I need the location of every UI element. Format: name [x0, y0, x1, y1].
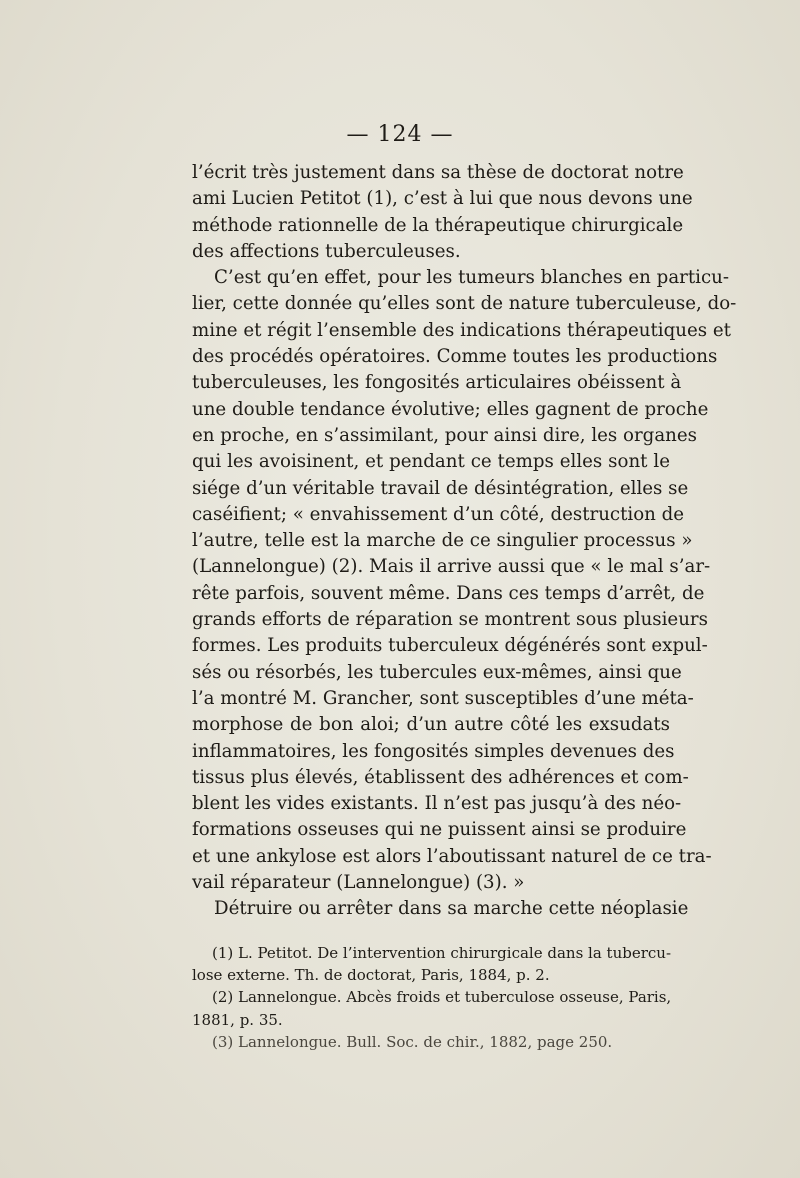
text-line: (Lannelongue) (2). Mais il arrive aussi que « le mal s’ar-	[192, 556, 711, 578]
text-line: rête parfois, souvent même. Dans ces temps d’arrêt, de	[192, 582, 705, 604]
text-line: formes. Les produits tuberculeux dégénérés sont expul-	[192, 635, 708, 657]
footnote-line: 1881, p. 35.	[192, 1010, 283, 1029]
text-line: des procédés opératoires. Comme toutes les productions	[192, 346, 718, 368]
footnote-line: (1) L. Petitot. De l’intervention chirurgicale dans la tubercu-	[212, 944, 672, 962]
text-line: siége d’un véritable travail de désintégration, elles se	[192, 477, 689, 499]
text-line: des affections tuberculeuses.	[192, 240, 461, 262]
text-line: vail réparateur (Lannelongue) (3). »	[192, 872, 525, 894]
footnote-line: lose externe. Th. de doctorat, Paris, 1884, p. 2.	[192, 966, 550, 985]
text-line: sés ou résorbés, les tubercules eux-mêmes, ainsi que	[192, 661, 682, 683]
text-line: qui les avoisinent, et pendant ce temps elles sont le	[192, 451, 670, 473]
text-line: ami Lucien Petitot (1), c’est à lui que nous devons une	[192, 188, 693, 210]
text-line: en proche, en s’assimilant, pour ainsi dire, les organes	[192, 424, 697, 446]
text-line: inflammatoires, les fongosités simples devenues des	[192, 740, 675, 762]
text-line: mine et régit l’ensemble des indications thérapeutiques et	[192, 319, 731, 341]
text-line: grands efforts de réparation se montrent sous plusieurs	[192, 609, 708, 631]
text-line: l’écrit très justement dans sa thèse de doctorat notre	[192, 162, 684, 183]
text-line: C’est qu’en effet, pour les tumeurs blanches en particu-	[214, 267, 730, 289]
text-line: caséifient; « envahissement d’un côté, destruction de	[192, 503, 685, 525]
text-line: l’a montré M. Grancher, sont susceptibles d’une méta-	[192, 687, 694, 709]
text-line: tissus plus élevés, établissent des adhérences et com-	[192, 766, 689, 788]
text-line: Détruire ou arrêter dans sa marche cette néoplasie	[214, 898, 689, 920]
text-line: blent les vides existants. Il n’est pas jusqu’à des néo-	[192, 793, 682, 815]
text-line: formations osseuses qui ne puissent ainsi se produire	[192, 819, 687, 841]
text-line: méthode rationnelle de la thérapeutique chirurgicale	[192, 214, 684, 236]
text-line: morphose de bon aloi; d’un autre côté les exsudats	[192, 714, 670, 736]
text-line: tuberculeuses, les fongosités articulaires obéissent à	[192, 372, 682, 394]
footnote-line: (3) Lannelongue. Bull. Soc. de chir., 1882, page 250.	[212, 1032, 613, 1051]
text-line: lier, cette donnée qu’elles sont de nature tuberculeuse, do-	[192, 293, 737, 315]
page-number: — 124 —	[346, 122, 454, 147]
text-line: l’autre, telle est la marche de ce singulier processus »	[192, 530, 693, 552]
footnote-line: (2) Lannelongue. Abcès froids et tuberculose osseuse, Paris,	[212, 988, 672, 1007]
main-text	[192, 160, 737, 923]
text-line: et une ankylose est alors l’aboutissant naturel de ce tra-	[192, 845, 712, 867]
text-line: une double tendance évolutive; elles gagnent de proche	[192, 398, 709, 420]
footnotes	[192, 942, 670, 1053]
